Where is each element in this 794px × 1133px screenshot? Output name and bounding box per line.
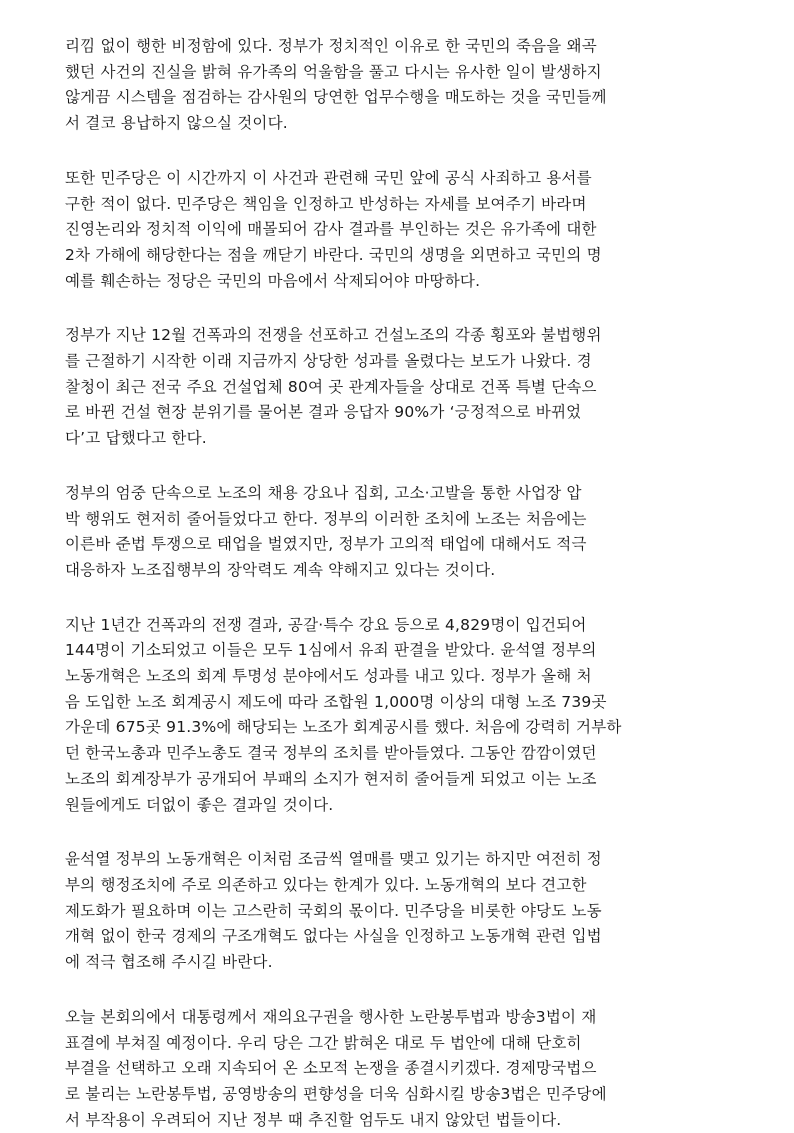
text-line: 음 도입한 노조 회계공시 제도에 따라 조합원 1,000명 이상의 대형 노조 739곳 [65,692,607,711]
paragraph [65,166,742,295]
paragraph [65,34,742,137]
text-line: 진영논리와 정치적 이익에 매몰되어 감사 결과를 부인하는 것은 유가족에 대한 [65,220,597,239]
text-line: 원들에게도 더없이 좋은 결과일 것이다. [65,795,334,814]
text-line: 지난 1년간 건폭과의 전쟁 결과, 공갈·특수 강요 등으로 4,829명이 입건되어 [65,615,587,634]
text-line: 에 적극 협조해 주시길 바란다. [65,953,273,972]
text-line: 로 바뀐 건설 현장 분위기를 물어본 결과 응답자 90%가 ‘긍정적으로 바뀌었 [65,403,582,422]
text-line: 노동개혁은 노조의 회계 투명성 분야에서도 성과를 내고 있다. 정부가 올해 처 [65,667,592,686]
text-line: 서 결코 용납하지 않으실 것이다. [65,114,288,133]
text-line: 않게끔 시스템을 점검하는 감사원의 당연한 업무수행을 매도하는 것을 국민들께 [65,88,607,107]
paragraph [65,1005,742,1133]
text-line: 가운데 675곳 91.3%에 해당되는 노조가 회계공시를 했다. 처음에 강력히 거부하 [65,718,622,737]
text-line: 개혁 없이 한국 경제의 구조개혁도 없다는 사실을 인정하고 노동개혁 관련 입법 [65,927,602,946]
text-line: 오늘 본회의에서 대통령께서 재의요구권을 행사한 노란봉투법과 방송3법이 재 [65,1007,597,1026]
text-line: 제도화가 필요하며 이는 고스란히 국회의 몫이다. 민주당을 비롯한 야당도 노동 [65,901,602,920]
text-line: 박 행위도 현저히 줄어들었다고 한다. 정부의 이러한 조치에 노조는 처음에는 [65,509,587,528]
text-line: 서 부작용이 우려되어 지난 정부 때 추진할 엄두도 내지 않았던 법들이다. [65,1110,562,1129]
text-line: 144명이 기소되었고 이들은 모두 1심에서 유죄 판결을 받았다. 윤석열 정부의 [65,641,597,660]
text-line: 던 한국노총과 민주노총도 결국 정부의 조치를 받아들였다. 그동안 깜깜이였던 [65,744,597,763]
text-line: 윤석열 정부의 노동개혁은 이처럼 조금씩 열매를 맺고 있기는 하지만 여전히 정 [65,850,602,869]
paragraph [65,323,742,452]
text-line: 표결에 부쳐질 예정이다. 우리 당은 그간 밝혀온 대로 두 법안에 대해 단호히 [65,1033,582,1052]
text-line: 부결을 선택하고 오래 지속되어 온 소모적 논쟁을 종결시키겠다. 경제망국법으 [65,1059,597,1078]
text-line: 했던 사건의 진실을 밝혀 유가족의 억울함을 풀고 다시는 유사한 일이 발생하지 [65,62,602,81]
text-line: 로 불리는 노란봉투법, 공영방송의 편향성을 더욱 심화시킬 방송3법은 민주당에 [65,1084,607,1103]
paragraph [65,481,742,584]
paragraph [65,613,742,819]
text-line: 대응하자 노조집행부의 장악력도 계속 약해지고 있다는 것이다. [65,560,496,579]
text-line: 다’고 답했다고 한다. [65,429,207,448]
paragraph [65,847,742,976]
text-line: 를 근절하기 시작한 이래 지금까지 상당한 성과를 올렸다는 보도가 나왔다. 경 [65,352,592,371]
text-line: 노조의 회계장부가 공개되어 부패의 소지가 현저히 줄어들게 되었고 이는 노조 [65,769,597,788]
text-line: 예를 훼손하는 정당은 국민의 마음에서 삭제되어야 마땅하다. [65,271,481,290]
text-line: 이른바 준법 투쟁으로 태업을 벌였지만, 정부가 고의적 태업에 대해서도 적극 [65,535,587,554]
text-line: 부의 행정조치에 주로 의존하고 있다는 한계가 있다. 노동개혁의 보다 견고한 [65,875,587,894]
text-line: 찰청이 최근 전국 주요 건설업체 80여 곳 관계자들을 상대로 건폭 특별 단속으 [65,377,597,396]
text-line: 구한 적이 없다. 민주당은 책임을 인정하고 반성하는 자세를 보여주기 바라며 [65,194,587,213]
text-line: 또한 민주당은 이 시간까지 이 사건과 관련해 국민 앞에 공식 사죄하고 용서를 [65,168,592,187]
text-line: 정부가 지난 12월 건폭과의 전쟁을 선포하고 건설노조의 각종 횡포와 불법행위 [65,326,602,345]
text-line: 리낌 없이 행한 비정함에 있다. 정부가 정치적인 이유로 한 국민의 죽음을 왜곡 [65,37,597,55]
text-line: 정부의 엄중 단속으로 노조의 채용 강요나 집회, 고소·고발을 통한 사업장 압 [65,483,582,502]
text-line: 2차 가해에 해당한다는 점을 깨닫기 바란다. 국민의 생명을 외면하고 국민의 명 [65,245,602,264]
